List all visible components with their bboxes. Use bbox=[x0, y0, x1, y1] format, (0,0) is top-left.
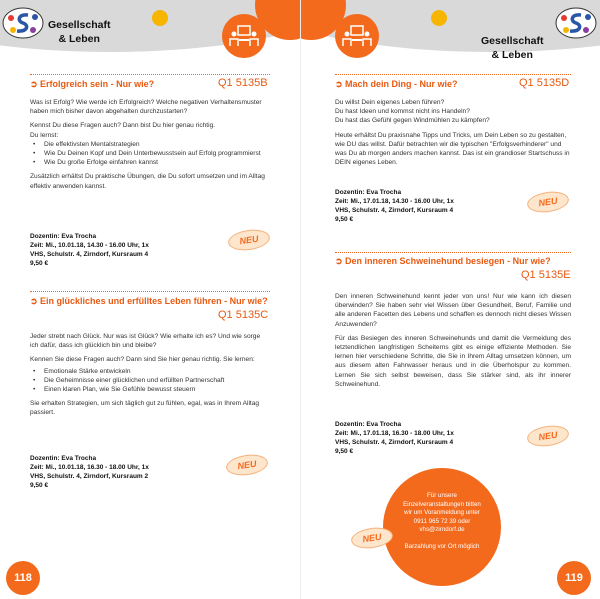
new-badge: NEU bbox=[526, 423, 570, 449]
divider bbox=[335, 252, 571, 253]
new-badge: NEU bbox=[350, 525, 394, 551]
section-title: ➲ Erfolgreich sein - Nur wie? bbox=[30, 79, 155, 89]
course-meta: Dozentin: Eva Trocha Zeit: Mi., 10.01.18, 14.30 - 16.00 Uhr, 1x VHS, Schulstr. 4, Zirndorf, Kursraum 4 9,50 € bbox=[30, 233, 149, 267]
decor-dot bbox=[431, 10, 447, 26]
meeting-icon bbox=[222, 14, 266, 58]
section-body: Jeder strebt nach Glück. Nur was ist Glück? Wie erhalte ich es? Und wie sorge ich dafür, dass ich glücklich bin und bleibe? Kennen Sie diese Fragen auch? Dann sind Sie hier genau richtig. Sie lernen: • Emotionale Stärke entwickeln • Die Geheimnisse einer glücklichen und erfüllten Partnerschaft • Einen klaren Plan, wie Sie Gefühle bewusst steuern Sie erhalten Strategien, um sich täglich gut zu fühlen, egal, was in Ihrem Alltag passiert. bbox=[30, 332, 270, 423]
course-code: Q1 5135D bbox=[519, 77, 570, 89]
new-badge: NEU bbox=[227, 227, 271, 253]
registration-notice: Für unsere Einzelveranstaltungen bitten wir um Voranmeldung unter 0911 965 72 39 oder vhs@zirndorf.de Barzahlung vor Ort möglich bbox=[383, 468, 501, 586]
course-meta: Dozentin: Eva Trocha Zeit: Mi., 17.01.18, 16.30 - 18.00 Uhr, 1x VHS, Schulstr. 4, Zirndorf, Kursraum 4 9,50 € bbox=[335, 421, 454, 455]
new-badge: NEU bbox=[225, 452, 269, 478]
section-body: Was ist Erfolg? Wie werde ich Erfolgreich? Welche negativen Verhaltensmuster haben mich bisher davon abgehalten durchzustarten? Kennst Du diese Fragen auch? Dann bist Du hier genau richtig. Du lernst: • Die effektivsten Mentalstrategien • Wie Du Deinen Kopf und Dein Unterbewusstsein auf Erfolg programmierst • Wie Du große Erfolge einfahren kannst Zusätzlich erhältst Du praktische Übungen, die Du sofort umsetzen und im Alltag effektiv anwenden kannst. bbox=[30, 98, 270, 196]
divider bbox=[30, 291, 270, 292]
section-title: ➲ Mach dein Ding - Nur wie? bbox=[335, 79, 458, 89]
decor-dot bbox=[152, 10, 168, 26]
divider bbox=[30, 74, 270, 75]
category-title: Gesellschaft & Leben bbox=[48, 19, 111, 45]
category-title: Gesellschaft & Leben bbox=[481, 35, 544, 61]
vhs-logo-icon bbox=[2, 6, 44, 40]
course-code: Q1 5135B bbox=[218, 77, 268, 89]
section-body: Du willst Dein eigenes Leben führen? Du hast Ideen und kommst nicht ins Handeln? Du hast das Gefühl gegen Windmühlen zu kämpfen? Heute erhältst Du praxisnahe Tipps und Tricks, um Dein Leben so zu gestalten, wie DU das willst. Dafür betrachten wir die typischen "Erfolgsverhinderer" und was Du ab morgen anders machen kannst. Das ist ein grandioser Startschuss in DEIN eigenes Leben. bbox=[335, 99, 570, 167]
section-title: ➲ Ein glückliches und erfülltes Leben führen - Nur wie? bbox=[30, 296, 268, 306]
course-meta: Dozentin: Eva Trocha Zeit: Mi., 10.01.18, 16.30 - 18.00 Uhr, 1x VHS, Schulstr. 4, Zirndorf, Kursraum 2 9,50 € bbox=[30, 455, 149, 489]
course-code: Q1 5135E bbox=[521, 269, 571, 281]
section-body: Den inneren Schweinehund kennt jeder von uns! Nur wie kann ich diesen überwinden? Sie haben sehr viel Wissen über Gesundheit, Beruf, Familie und alle anderen Facetten des Lebens und schaffen es dennoch nicht dieses Wissen Anzuwenden? Für das Besiegen des inneren Schweinehunds und damit die Vermeidung des letztendlichen langfristigen Scheiterns gibt es einige effiziente Methoden. Sie lernen hier verschiedene Schritte, die Sie in Ihrem Alltag umsetzen können, um aus diesem alten Fahrwasser heraus und in die Überholspur zu kommen. Lernen Sie sich selbst beweisen, dass Sie stärker sind, als ihr innerer Schweinehund. bbox=[335, 293, 571, 388]
course-code: Q1 5135C bbox=[218, 309, 269, 321]
page-number: 119 bbox=[557, 561, 591, 595]
page-number: 118 bbox=[6, 561, 40, 595]
right-page bbox=[300, 0, 600, 599]
section-title: ➲ Den inneren Schweinehund besiegen - Nur wie? bbox=[335, 256, 551, 266]
new-badge: NEU bbox=[526, 189, 570, 215]
course-meta: Dozentin: Eva Trocha Zeit: Mi., 17.01.18, 14.30 - 16.00 Uhr, 1x VHS, Schulstr. 4, Zirndorf, Kursraum 4 9,50 € bbox=[335, 189, 454, 223]
divider bbox=[335, 74, 571, 75]
meeting-icon bbox=[335, 14, 379, 58]
vhs-logo-icon bbox=[555, 6, 597, 40]
